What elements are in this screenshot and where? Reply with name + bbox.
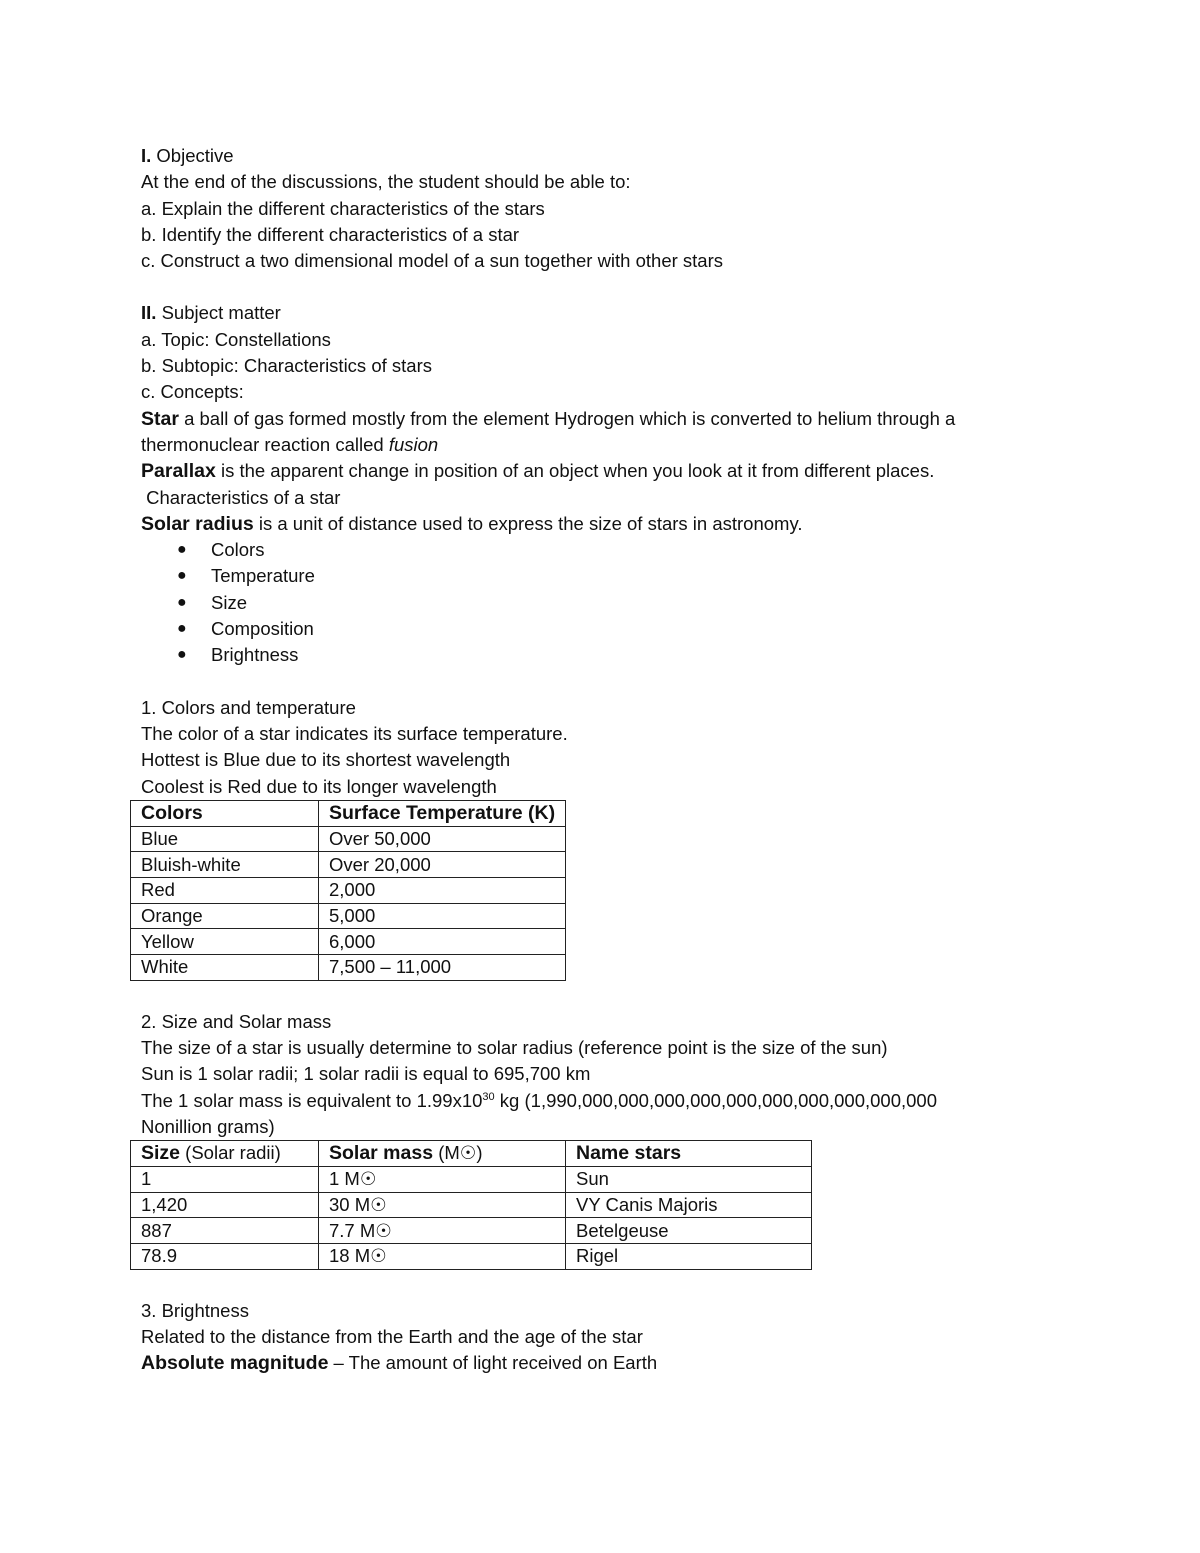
- characteristics-heading: Characteristics of a star: [141, 486, 341, 508]
- table-header-cell: Name stars: [566, 1141, 812, 1167]
- section1-line: The color of a star indicates its surface temperature.: [141, 722, 568, 744]
- table-cell: Rigel: [566, 1243, 812, 1269]
- bullet-icon: ●: [177, 567, 187, 585]
- table-cell: 1,420: [131, 1192, 319, 1218]
- table-row: [131, 1192, 812, 1218]
- subject-title: Subject matter: [161, 302, 281, 324]
- section3-title: 3. Brightness: [141, 1299, 249, 1321]
- absolute-magnitude-def-text: – The amount of light received on Earth: [328, 1352, 658, 1374]
- absolute-magnitude-definition: [141, 1350, 1101, 1376]
- section1-line: Hottest is Blue due to its shortest wavelength: [141, 749, 511, 771]
- objective-item: c. Construct a two dimensional model of a sun together with other stars: [141, 250, 724, 272]
- table-header-cell: Colors: [131, 800, 319, 826]
- section1-line: Coolest is Red due to its longer wavelength: [141, 775, 497, 797]
- star-def-text: a ball of gas formed mostly from the element Hydrogen which is converted to helium through a: [178, 407, 956, 429]
- bullet-icon: ●: [177, 593, 187, 611]
- table-row: [131, 1243, 812, 1269]
- star-definition: [141, 406, 1101, 432]
- subject-topic: a. Topic: Constellations: [141, 328, 331, 350]
- objective-number: I.: [141, 145, 152, 166]
- star-term: Star: [141, 407, 179, 430]
- objective-item: b. Identify the different characteristics of a star: [141, 223, 520, 245]
- absolute-magnitude-term: Absolute magnitude: [141, 1352, 329, 1375]
- table-cell: White: [131, 954, 319, 980]
- section1-title: 1. Colors and temperature: [141, 696, 356, 718]
- table-row: [131, 826, 566, 852]
- section2-line: The size of a star is usually determine to solar radius (reference point is the size of the sun): [141, 1036, 888, 1058]
- table-cell: 1 M☉: [319, 1166, 566, 1192]
- document-body: [141, 143, 1101, 1376]
- table-cell: Blue: [131, 826, 319, 852]
- star-def-text-2: thermonuclear reaction called: [141, 433, 389, 455]
- size-mass-table: [130, 1140, 812, 1269]
- table-cell: Yellow: [131, 929, 319, 955]
- table-cell: 2,000: [319, 877, 566, 903]
- table-cell: 887: [131, 1218, 319, 1244]
- table-cell: 6,000: [319, 929, 566, 955]
- table-row: [131, 877, 566, 903]
- table-row: [131, 1218, 812, 1244]
- table-header-row: [131, 800, 566, 826]
- list-item: ● Composition: [141, 616, 1101, 642]
- solar-radius-def-text: is a unit of distance used to express the size of stars in astronomy.: [253, 512, 803, 534]
- subject-heading: [141, 300, 1101, 326]
- table-row: [131, 1166, 812, 1192]
- table-cell: 7,500 – 11,000: [319, 954, 566, 980]
- table-header-cell: Size (Solar radii): [131, 1141, 319, 1167]
- list-item: ● Temperature: [141, 563, 1101, 589]
- parallax-definition: [141, 458, 1101, 484]
- star-definition-cont: [141, 432, 1101, 458]
- table-cell: Over 20,000: [319, 852, 566, 878]
- colors-temperature-table: [130, 800, 566, 981]
- table-cell: 78.9: [131, 1243, 319, 1269]
- list-item: ● Brightness: [141, 642, 1101, 668]
- table-cell: Red: [131, 877, 319, 903]
- table-header-cell: Surface Temperature (K): [319, 800, 566, 826]
- table-cell: 30 M☉: [319, 1192, 566, 1218]
- subject-concepts: c. Concepts:: [141, 381, 244, 403]
- table-cell: 5,000: [319, 903, 566, 929]
- table-cell: Over 50,000: [319, 826, 566, 852]
- table-cell: 18 M☉: [319, 1243, 566, 1269]
- list-item: ● Colors: [141, 537, 1101, 563]
- section2-title: 2. Size and Solar mass: [141, 1010, 332, 1032]
- list-item: ● Size: [141, 590, 1101, 616]
- parallax-def-text: is the apparent change in position of an object when you look at it from different places.: [215, 460, 935, 482]
- bullet-icon: ●: [177, 620, 187, 638]
- subject-subtopic: b. Subtopic: Characteristics of stars: [141, 355, 432, 377]
- table-cell: Orange: [131, 903, 319, 929]
- bullet-icon: ●: [177, 541, 187, 559]
- objective-intro: At the end of the discussions, the student should be able to:: [141, 171, 631, 193]
- table-cell: VY Canis Majoris: [566, 1192, 812, 1218]
- characteristics-list: [141, 537, 1101, 668]
- table-cell: Bluish-white: [131, 852, 319, 878]
- solar-radius-definition: [141, 511, 1101, 537]
- section2-line: Sun is 1 solar radii; 1 solar radii is equal to 695,700 km: [141, 1063, 591, 1085]
- parallax-term: Parallax: [141, 460, 216, 483]
- subject-number: II.: [141, 302, 157, 324]
- solar-radius-term: Solar radius: [141, 512, 254, 535]
- table-row: [131, 852, 566, 878]
- table-cell: Sun: [566, 1166, 812, 1192]
- section3-line: Related to the distance from the Earth and the age of the star: [141, 1325, 643, 1347]
- table-row: [131, 954, 566, 980]
- bullet-icon: ●: [177, 646, 187, 664]
- fusion-term: fusion: [388, 433, 439, 455]
- table-header-row: [131, 1141, 812, 1167]
- table-cell: Betelgeuse: [566, 1218, 812, 1244]
- table-cell: 1: [131, 1166, 319, 1192]
- table-row: [131, 903, 566, 929]
- solar-mass-line: The 1 solar mass is equivalent to $1.99x10^{30}$ kg (1,990,000,000,000,000,000,000,000,000,000,000: [141, 1089, 938, 1111]
- objective-item: a. Explain the different characteristics of the stars: [141, 197, 545, 219]
- table-header-cell: Solar mass (M☉): [319, 1141, 566, 1167]
- section2-line: Nonillion grams): [141, 1115, 275, 1137]
- table-row: [131, 929, 566, 955]
- objective-title: Objective: [156, 145, 234, 166]
- objective-heading: [141, 143, 1101, 169]
- table-cell: 7.7 M☉: [319, 1218, 566, 1244]
- exponent: 30: [482, 1090, 495, 1103]
